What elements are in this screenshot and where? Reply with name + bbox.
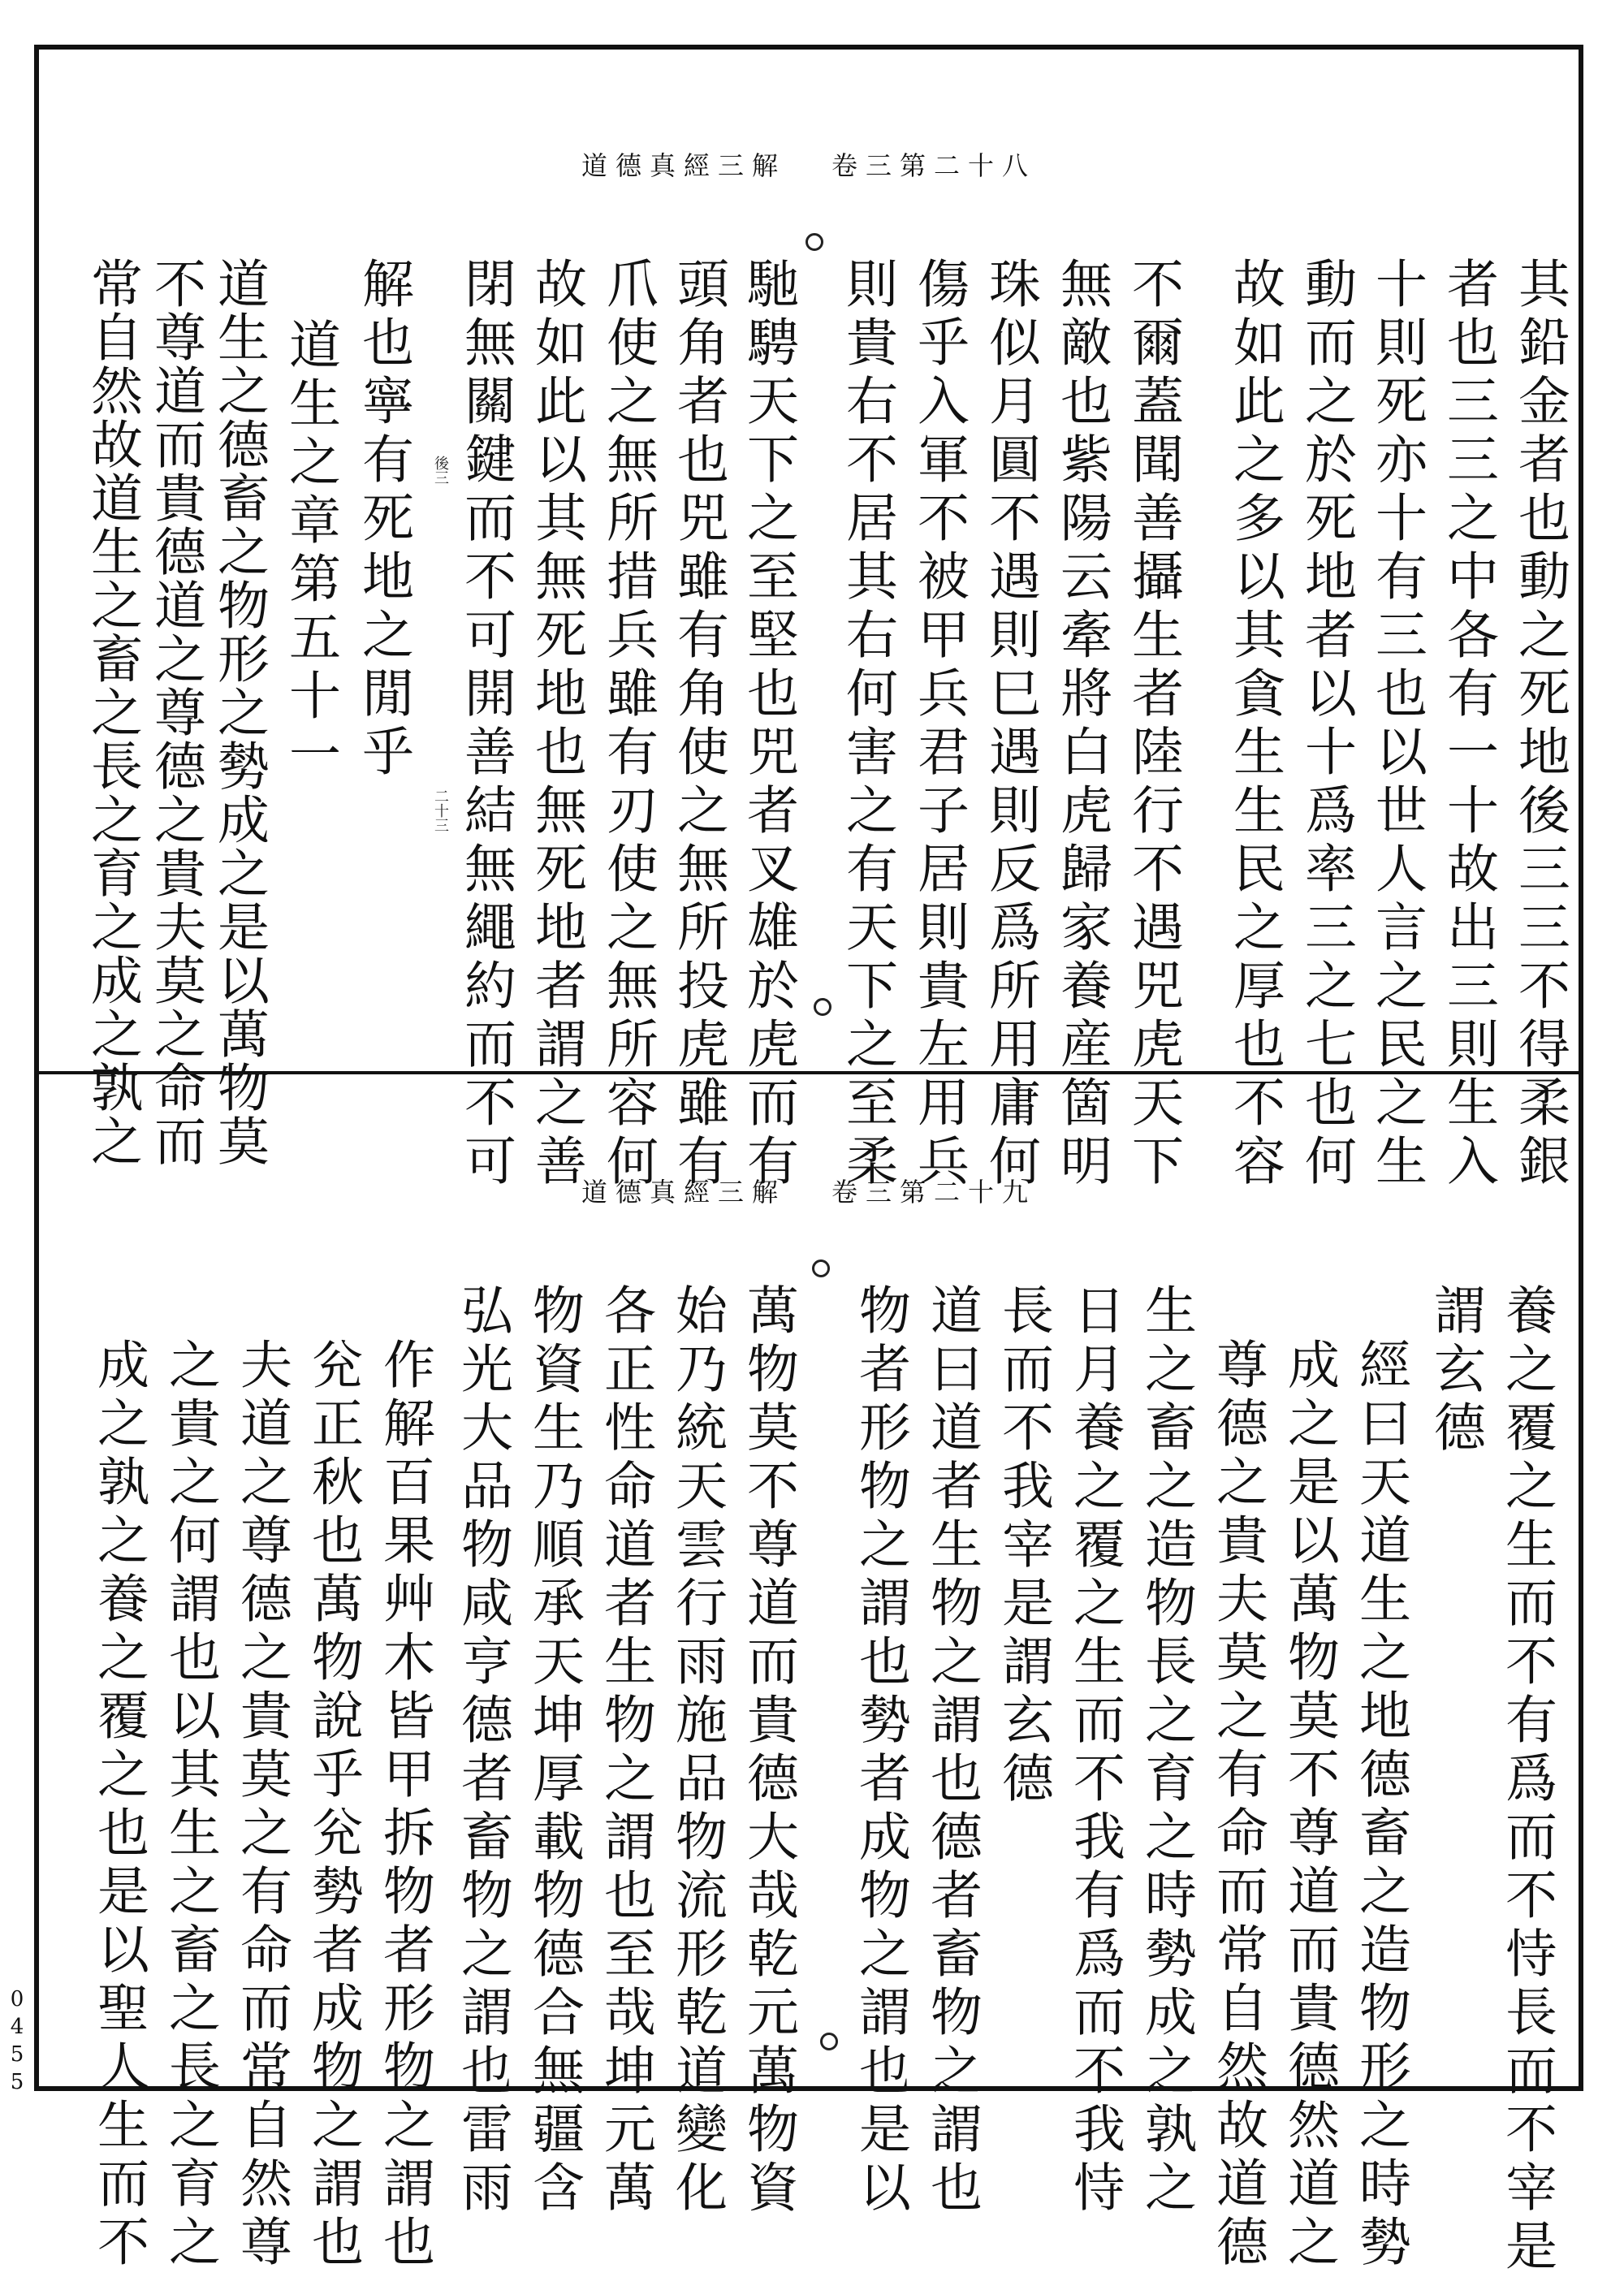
text-column: 謂玄德 (1425, 1283, 1485, 1458)
text-column: 常自然故道生之畜之長之育之成之孰之 (82, 257, 142, 1168)
text-column: 則貴右不居其右何害之有天下之至柔 (837, 257, 897, 1192)
text-column: 故如此之多以其貪生生民之厚也不容 (1224, 257, 1285, 1192)
text-column: 不爾蓋聞善攝生者陸行不遇兕虎天下 (1123, 257, 1183, 1192)
text-column: 珠似月圓不遇則巳遇則反爲所用庸何 (980, 257, 1040, 1192)
circle-punctuation-mark (812, 1259, 830, 1277)
text-column: 始乃統天雲行雨施品物流形乾道變化 (667, 1283, 727, 2219)
text-column: 成之孰之養之覆之也是以聖人生而不 (89, 1337, 149, 2273)
text-column: 經曰天道生之地德畜之造物形之時勢 (1350, 1337, 1410, 2273)
top-header-book-title: 道德真經三解 (581, 150, 786, 181)
text-column: 馳騁天下之至堅也兕者叉雄於虎而有 (738, 257, 798, 1192)
text-column: 物者形物之謂也勢者成物之謂也是以 (850, 1283, 910, 2219)
page-number: 0455 (10, 1987, 24, 2094)
top-header-volume: 卷三第二十八 (831, 150, 1037, 181)
text-column: 各正性命道者生物之謂也至哉坤元萬 (595, 1283, 655, 2219)
text-column: 夫道之尊德之貴莫之有命而常自然尊 (231, 1337, 292, 2273)
text-column: 傷乎入軍不被甲兵君子居則貴左用兵 (909, 257, 969, 1192)
text-column: 爪使之無所措兵雖有刃使之無所容何 (598, 257, 658, 1192)
text-column: 道曰道者生物之謂也德者畜物之謂也 (922, 1283, 982, 2219)
text-column: 解也寧有死地之閒乎 (353, 257, 413, 783)
text-column: 尊德之貴夫莫之有命而常自然故道德 (1207, 1337, 1268, 2273)
text-column: 生之畜之造物長之育之時勢成之孰之 (1136, 1283, 1196, 2219)
bottom-header-book-title: 道德真經三解 (581, 1177, 786, 1208)
bottom-page (39, 1076, 1579, 2277)
text-column: 其鉛金者也動之死地後三三不得柔銀 (1510, 257, 1570, 1192)
text-column: 弘光大品物咸亨德者畜物之謂也雷雨 (452, 1283, 512, 2219)
text-column: 者也三三之中各有一十故出三則生入 (1438, 257, 1498, 1192)
text-column: 故如此以其無死地也無死地者謂之善 (526, 257, 586, 1192)
top-running-header (39, 145, 1579, 183)
text-column: 萬物莫不尊道而貴德大哉乾元萬物資 (738, 1283, 798, 2219)
marginal-note: 後三 (432, 456, 449, 485)
text-column: 十則死亦十有三也以世人言之民之生 (1367, 257, 1427, 1192)
marginal-note: 二十三 (432, 789, 449, 832)
text-column: 日月養之覆之生而不我有爲而不我恃 (1065, 1283, 1125, 2219)
circle-punctuation-mark (806, 233, 823, 251)
circle-punctuation-mark (820, 2033, 838, 2050)
text-column: 頭角者也兕雖有角使之無所投虎雖有 (668, 257, 728, 1192)
text-column: 無敵也紫陽云牽將白虎歸家養産箇明 (1052, 257, 1112, 1192)
text-column: 兊正秋也萬物說乎兊勢者成物之謂也 (303, 1337, 363, 2273)
text-column: 成之是以萬物莫不尊道而貴德然道之 (1279, 1337, 1339, 2273)
text-column: 養之覆之生而不有爲而不恃長而不宰是 (1497, 1283, 1557, 2277)
page-divider (39, 1071, 1579, 1074)
text-column: 閉無關鍵而不可開善結無繩約而不可 (456, 257, 516, 1192)
text-column: 長而不我宰是謂玄德 (993, 1283, 1053, 1809)
bottom-running-header (39, 1172, 1579, 1209)
text-column: 動而之於死地者以十爲率三之七也何 (1296, 257, 1356, 1192)
chapter-heading: 道生之章第五十一 (280, 318, 340, 785)
circle-punctuation-mark (814, 998, 831, 1016)
page-frame (34, 45, 1583, 2277)
text-column: 之貴之何謂也以其生之畜之長之育之 (160, 1337, 220, 2273)
top-page (39, 50, 1579, 1192)
text-column: 物資生乃順承天坤厚載物德合無疆含 (524, 1283, 584, 2219)
text-column: 道生之德畜之物形之勢成之是以萬物莫 (209, 257, 269, 1168)
text-column: 不尊道而貴德道之尊德之貴夫莫之命而 (145, 257, 205, 1168)
bottom-header-volume: 卷三第二十九 (831, 1177, 1037, 1208)
text-column: 作解百果艸木皆甲拆物者形物之謂也 (374, 1337, 434, 2273)
